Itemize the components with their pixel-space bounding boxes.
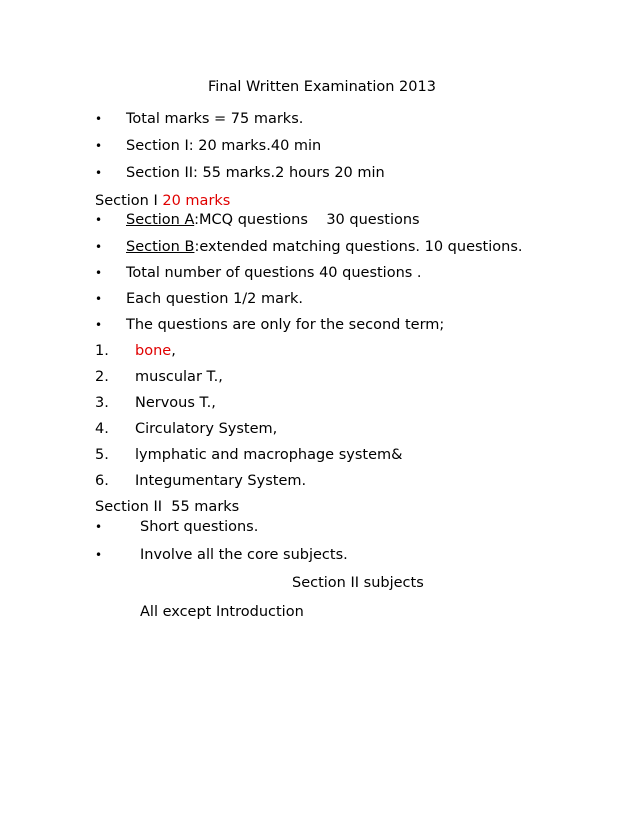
bullet: • [95,266,103,280]
total-questions: Total number of questions 40 questions . [126,265,422,281]
section-b-label: Section B [126,239,195,255]
topic-number: 5. [95,447,109,463]
questions-scope: The questions are only for the second term; [126,317,445,333]
section-1-title: Section I [95,193,158,209]
topic-number: 2. [95,369,109,385]
section-a-label: Section A [126,212,195,228]
topic-number: 1. [95,343,109,359]
bullet: • [95,520,103,534]
section-a-line [126,211,420,229]
topic-number: 6. [95,473,109,489]
section-2-item: Involve all the core subjects. [140,547,348,563]
topic-text: muscular T., [135,369,223,385]
topic-number: 4. [95,421,109,437]
topic-suffix: , [171,343,176,359]
section-2-heading: Section II 55 marks [95,499,240,515]
topic-text: bone [135,343,172,359]
topic-text: lymphatic and macrophage system& [135,447,403,463]
topic-text: Nervous T., [135,395,216,411]
bullet: • [95,166,103,180]
section-2-item: Short questions. [140,519,259,535]
page-title: Final Written Examination 2013 [208,79,436,95]
bullet: • [95,292,103,306]
section-b-line [126,238,522,256]
section-1-heading [95,192,230,210]
question-mark-value: Each question 1/2 mark. [126,291,303,307]
section-b-text: :extended matching questions. 10 questions. [194,239,523,255]
topic-text: Circulatory System, [135,421,278,437]
section-1-marks: 20 marks [162,193,231,209]
section-2-subjects-heading: Section II subjects [292,575,424,591]
bullet: • [95,548,103,562]
summary-section-2: Section II: 55 marks.2 hours 20 min [126,165,385,181]
topic-number: 3. [95,395,109,411]
bullet: • [95,240,103,254]
bullet: • [95,213,103,227]
bullet: • [95,318,103,332]
topic-text: Integumentary System. [135,473,307,489]
bullet: • [95,139,103,153]
section-2-subjects-text: All except Introduction [140,604,304,620]
summary-section-1: Section I: 20 marks.40 min [126,138,322,154]
bullet: • [95,112,103,126]
section-a-text: :MCQ questions 30 questions [194,212,420,228]
summary-total-marks: Total marks = 75 marks. [126,111,304,127]
